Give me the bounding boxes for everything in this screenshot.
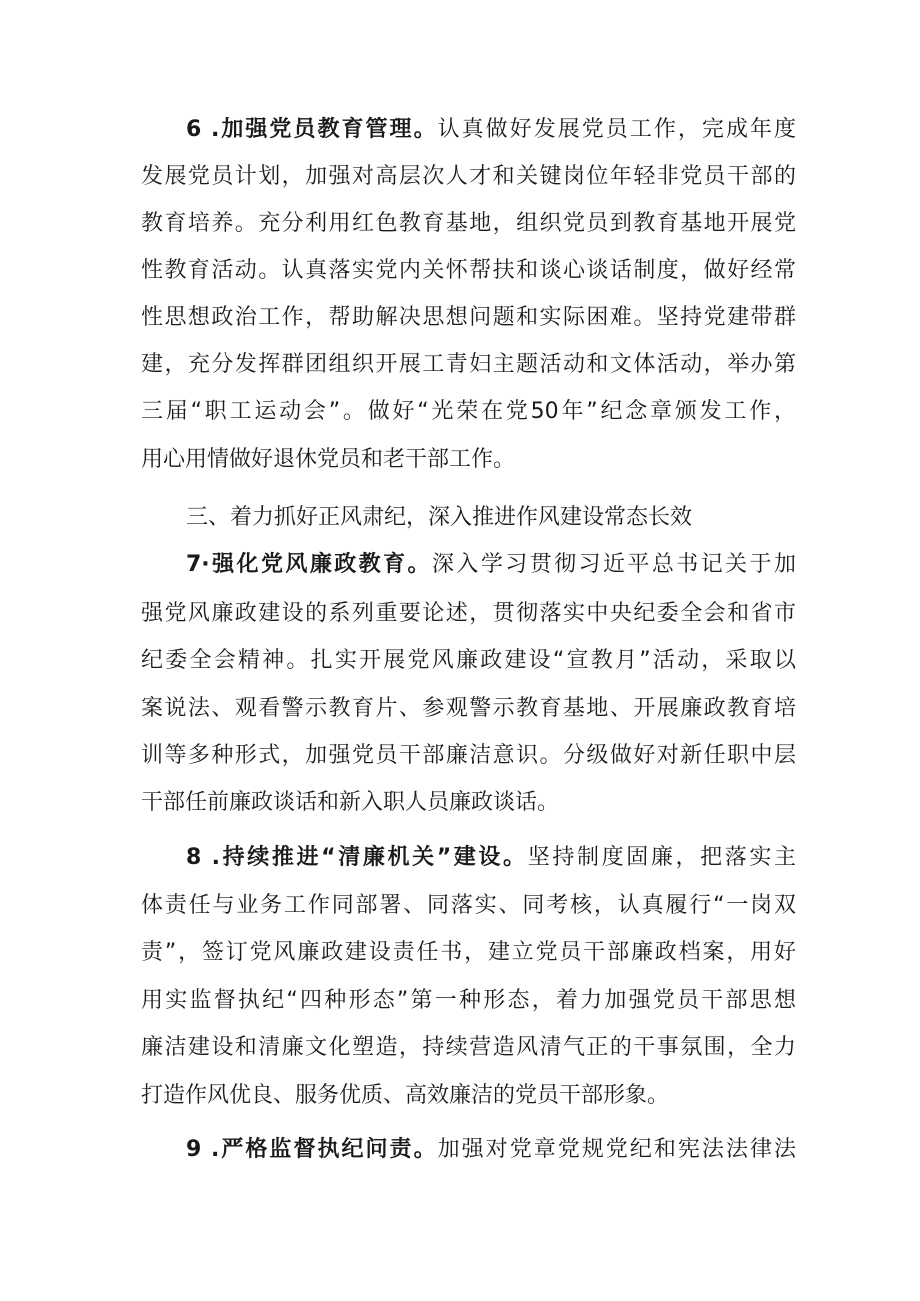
paragraph-8-text: 坚持制度固廉，把落实主	[527, 845, 796, 870]
paragraph-6-line-2: 发展党员计划，加强对高层次人才和关键岗位年轻非党员干部的	[141, 164, 796, 189]
paragraph-8-heading: 8 .持续推进“清廉机关”建设。	[186, 845, 528, 870]
paragraph-8-line-5: 廉洁建设和清廉文化塑造，持续营造风清气正的干事氛围，全力	[141, 1035, 796, 1060]
paragraph-8-line-1	[186, 835, 796, 881]
paragraph-9-heading: 9 .严格监督执纪问责。	[186, 1137, 438, 1162]
paragraph-8-line-6: 打造作风优良、服务优质、高效廉洁的党员干部形象。	[141, 1083, 670, 1108]
paragraph-7-line-5: 训等多种形式，加强党员干部廉洁意识。分级做好对新任职中层	[141, 743, 796, 768]
paragraph-6-line-8: 用心用情做好退休党员和老干部工作。	[141, 447, 516, 472]
paragraph-6-heading: 6 .加强党员教育管理。	[186, 117, 438, 142]
paragraph-7-line-1	[186, 542, 796, 588]
section-3-heading: 三、着力抓好正风肃纪，深入推进作风建设常态长效	[186, 505, 693, 530]
paragraph-7-text: 深入学习贯彻习近平总书记关于加	[431, 552, 796, 577]
paragraph-8-line-2: 体责任与业务工作同部署、同落实、同考核，认真履行“一岗双	[141, 893, 796, 918]
paragraph-6-line-6: 建，充分发挥群团组织开展工青妇主题活动和文体活动，举办第	[141, 352, 796, 377]
paragraph-8-line-3: 责”，签订党风廉政建设责任书，建立党员干部廉政档案，用好	[141, 940, 796, 965]
paragraph-7-line-3: 纪委全会精神。扎实开展党风廉政建设“宣教月”活动，采取以	[141, 648, 796, 673]
paragraph-6-line-7: 三届“职工运动会”。做好“光荣在党50年”纪念章颁发工作，	[141, 399, 796, 424]
paragraph-7-heading: 7·强化党风廉政教育。	[186, 552, 432, 577]
paragraph-6-line-5: 性思想政治工作，帮助解决思想问题和实际困难。坚持党建带群	[141, 305, 796, 330]
paragraph-9-line-1	[186, 1127, 796, 1173]
paragraph-8-line-4: 用实监督执纪“四种形态”第一种形态，着力加强党员干部思想	[141, 988, 796, 1013]
paragraph-9-text: 加强对党章党规党纪和宪法法律法	[437, 1137, 796, 1162]
paragraph-7-line-2: 强党风廉政建设的系列重要论述，贯彻落实中央纪委全会和省市	[141, 601, 796, 626]
paragraph-6-line-3: 教育培养。充分利用红色教育基地，组织党员到教育基地开展党	[141, 211, 796, 236]
paragraph-6-text: 认真做好发展党员工作，完成年度	[437, 117, 796, 142]
paragraph-6-line-1	[186, 107, 796, 153]
paragraph-7-line-6: 干部任前廉政谈话和新入职人员廉政谈话。	[141, 790, 560, 815]
paragraph-6-line-4: 性教育活动。认真落实党内关怀帮扶和谈心谈话制度，做好经常	[141, 258, 796, 283]
paragraph-7-line-4: 案说法、观看警示教育片、参观警示教育基地、开展廉政教育培	[141, 696, 796, 721]
